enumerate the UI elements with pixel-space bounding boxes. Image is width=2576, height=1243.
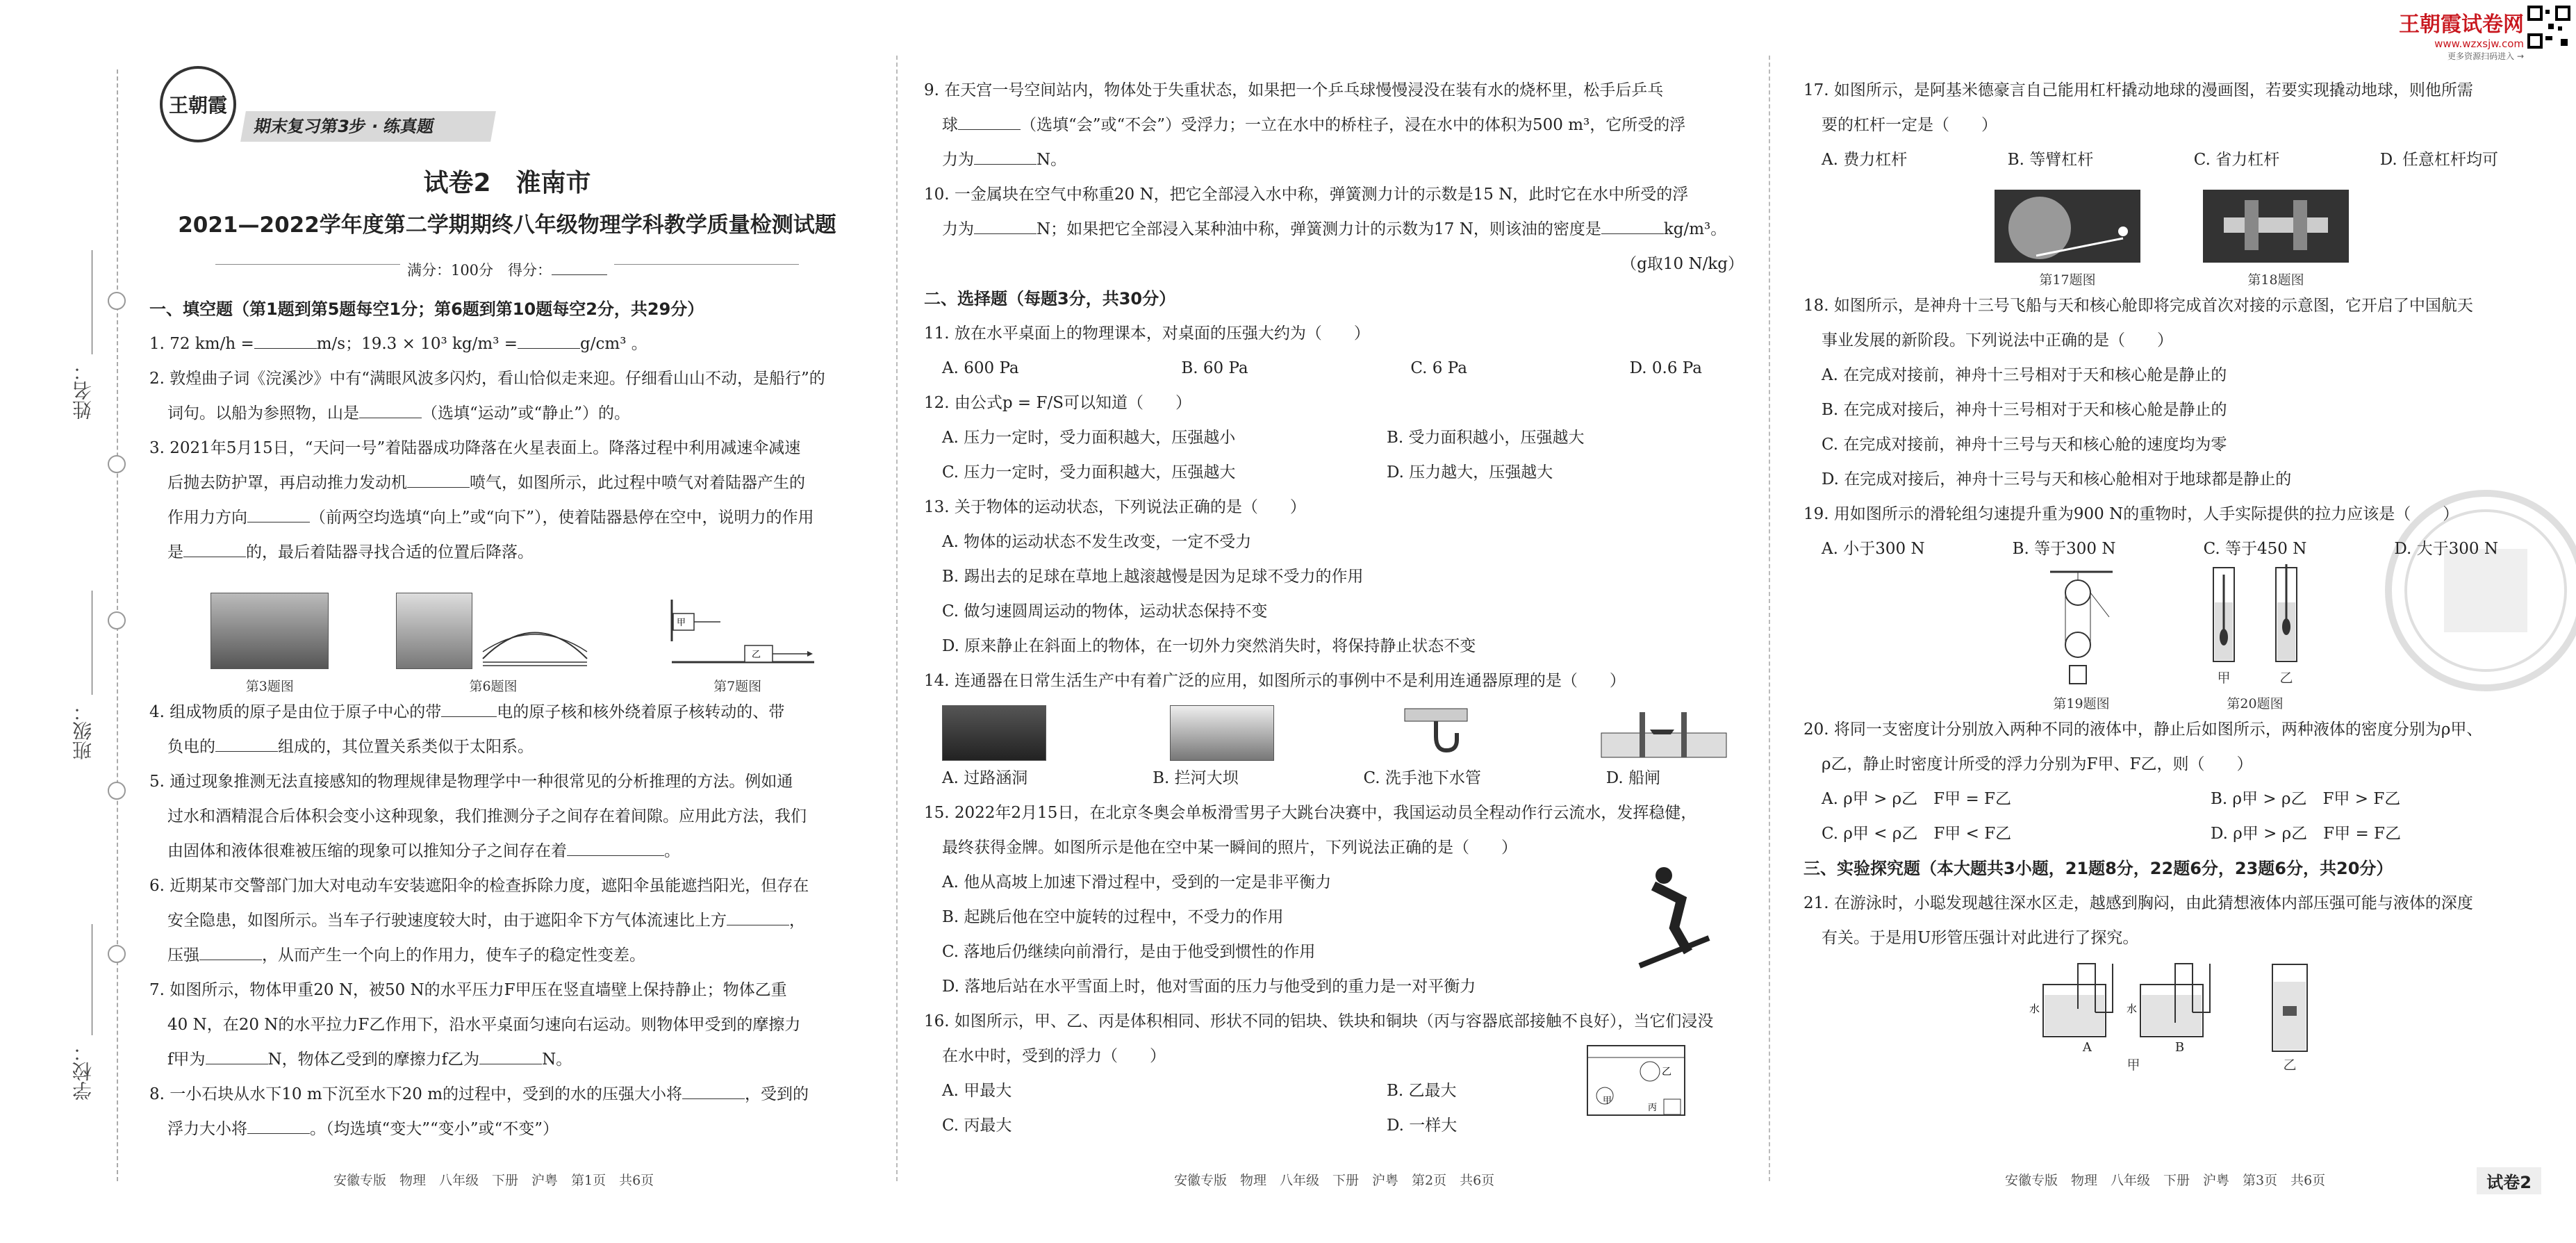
review-banner-text: 期末复习第3步 · 练真题 <box>252 117 436 136</box>
page1-content <box>149 292 879 1146</box>
corner-brand-tagline: 更多资源扫码进入 → <box>2447 51 2524 61</box>
binding-hole <box>108 455 126 473</box>
q8-blank-2[interactable] <box>247 1116 310 1134</box>
figure-21 <box>1803 955 2540 1073</box>
q16-option-c[interactable]: C. 丙最大 <box>942 1117 1012 1135</box>
hydrometer-cylinder-b <box>2272 561 2300 665</box>
buoyancy-container-diagram <box>1584 1042 1688 1119</box>
q9-blank-1[interactable] <box>958 112 1021 130</box>
q12-option-a[interactable]: A. 压力一定时，受力面积越大，压强越小 <box>942 429 1236 447</box>
q15-option-b[interactable]: B. 起跳后他在空中旋转的过程中，不受力的作用 <box>942 908 1284 926</box>
page-3 <box>1769 0 2576 1243</box>
pressure-gauge-setup <box>2029 957 2238 1073</box>
hydrometer-cylinder-a <box>2210 561 2238 665</box>
figure-18: 第18题图 <box>2203 190 2349 288</box>
q20-option-c[interactable]: C. ρ甲 < ρ乙 F甲 < F乙 <box>1822 825 2012 843</box>
q13-option-c[interactable]: C. 做匀速圆周运动的物体，运动状态保持不变 <box>942 602 1268 620</box>
q18-option-c[interactable]: C. 在完成对接前，神舟十三号与天和核心舱的速度均为零 <box>1822 436 2227 454</box>
question-6: 6. 近期某市交警部门加大对电动车安装遮阳伞的检查拆除力度，遮阳伞虽能遮挡阳光，但存在 安全隐患，如图所示。当车子行驶速度较大时，由于遮阳伞下方气体流速比上方 ， 压强 ，从而产生一个向上的作用力，使车子的稳定性变差。 <box>149 877 809 964</box>
q19-option-a[interactable]: A. 小于300 N <box>1822 540 1925 558</box>
question-19: 19. 用如图所示的滑轮组匀速提升重为900 N的重物时，人手实际提供的拉力应该是（ ） A. 小于300 N B. 等于300 N C. 等于450 N D. 大于300 N <box>1803 497 2540 566</box>
q16-option-d[interactable]: D. 一样大 <box>1387 1117 1458 1135</box>
depth-cylinder-setup <box>2265 957 2314 1073</box>
fig21-label-yi: 乙 <box>2283 1057 2297 1073</box>
lander-photo <box>210 593 329 669</box>
q4-blank-2[interactable] <box>215 734 278 752</box>
fig21-label-jia: 甲 <box>2127 1057 2140 1073</box>
page-1 <box>0 0 896 1243</box>
q17-option-b[interactable]: B. 等臂杠杆 <box>2007 151 2094 169</box>
dam-image <box>1170 705 1274 761</box>
score-line <box>215 264 799 286</box>
corner-brand <box>2399 7 2524 62</box>
question-9: 9. 在天宫一号空间站内，物体处于失重状态，如果把一个乒乓球慢慢浸没在装有水的烧杯里，松手后乒乓 球 （选填“会”或“不会”）受浮力；一立在水中的桥柱子，浸在水中的体积为500 m³，它所受的浮 力为 N。 <box>924 81 1686 169</box>
school-label: 学校： <box>72 1042 94 1101</box>
question-18: 18. 如图所示，是神舟十三号飞船与天和核心舱即将完成首次对接的示意图，它开启了中国航天 事业发展的新阶段。下列说法中正确的是（ ） A. 在完成对接前，神舟十三号相对于天和核心舱是静止的 B. 在完成对接后，神舟十三号相对于天和核心舱是静止的 C. 在完成对接前，神舟十三号与天和核心舱的速度均为零 D. 在完成对接后，神舟十三号与天和核心舱相对于地球都是静止的 <box>1803 288 2540 497</box>
q11-option-b[interactable]: B. 60 Pa <box>1181 359 1248 377</box>
question-10: 10. 一金属块在空气中称重20 N，把它全部浸入水中称，弹簧测力计的示数是15 N，此时它在水中所受的浮 力为 N；如果把它全部浸入某种油中称，弹簧测力计的示数为17 N，则该油的密度是 kg/m³。 （g取10 N/kg） <box>924 186 1744 273</box>
fig21-water-label-2: 水 <box>2127 1003 2138 1015</box>
figures-row-19-20 <box>1803 566 2540 712</box>
corner-brand-url[interactable]: www.wzxsjw.com <box>2434 38 2524 50</box>
q3-blank-2[interactable] <box>247 504 310 522</box>
q18-option-b[interactable]: B. 在完成对接后，神舟十三号相对于天和核心舱是静止的 <box>1822 401 2227 419</box>
fig21-label-b: B <box>2174 1040 2185 1055</box>
binding-hole <box>108 611 126 629</box>
q16-option-b[interactable]: B. 乙最大 <box>1387 1082 1457 1100</box>
q7-blank-1[interactable] <box>206 1046 268 1064</box>
review-banner <box>240 111 496 142</box>
q3-blank-3[interactable] <box>183 539 246 557</box>
culvert-image <box>942 705 1046 761</box>
figures-row-17-18 <box>1803 177 2540 288</box>
q15-option-c[interactable]: C. 落地后仍继续向前滑行，是由于他受到惯性的作用 <box>942 943 1316 961</box>
class-label: 班级： <box>72 702 94 760</box>
q15-option-d[interactable]: D. 落地后站在水平雪面上时，他对雪面的压力与他受到的重力是一对平衡力 <box>942 978 1476 996</box>
question-20: 20. 将同一支密度计分别放入两种不同的液体中，静止后如图所示，两种液体的密度分别为ρ甲、 ρ乙，静止时密度计所受的浮力分别为F甲、F乙，则（ ） A. ρ甲 > ρ乙 F甲 = F乙 B. ρ甲 > ρ乙 F甲 > F乙 C. ρ甲 < ρ乙 F甲 < F乙 D. ρ甲 > ρ乙 F甲 = F乙 <box>1803 712 2540 851</box>
q16-option-a[interactable]: A. 甲最大 <box>942 1082 1012 1100</box>
q13-option-d[interactable]: D. 原来静止在斜面上的物体，在一切外力突然消失时，将保持静止状态不变 <box>942 637 1476 655</box>
svg-text:乙: 乙 <box>1662 1067 1671 1078</box>
q15-option-a[interactable]: A. 他从高坡上加速下滑过程中，受到的一定是非平衡力 <box>942 873 1332 891</box>
q17-option-a[interactable]: A. 费力杠杆 <box>1822 151 1908 169</box>
corner-brand-site: 王朝霞试卷网 <box>2399 13 2524 37</box>
q20-option-b[interactable]: B. ρ甲 > ρ乙 F甲 > F乙 <box>2211 790 2401 808</box>
question-13: 13. 关于物体的运动状态，下列说法正确的是（ ） A. 物体的运动状态不发生改变，一定不受力 B. 踢出去的足球在草地上越滚越慢是因为足球不受力的作用 C. 做匀速圆周运动的物体，运动状态保持不变 D. 原来静止在斜面上的物体，在一切外力突然消失时，将保持静止状态不变 <box>924 490 1744 664</box>
depth-cylinder-diagram <box>2265 957 2314 1055</box>
exam-subtitle: 2021—2022学年度第二学期期终八年级物理学科教学质量检测试题 <box>178 213 836 238</box>
q2-blank[interactable] <box>359 400 422 418</box>
question-16: 16. 如图所示，甲、乙、丙是体积相同、形状不同的铝块、铁块和铜块（丙与容器底部接触不良好），当它们浸没 在水中时，受到的浮力（ ） A. 甲最大 B. 乙最大 C. 丙最大 D. 一样大 乙 甲 丙 <box>924 1004 1744 1143</box>
q6-blank-1[interactable] <box>727 907 789 925</box>
figures-row-1 <box>149 570 879 695</box>
binding-hole <box>108 945 126 963</box>
q14-option-c[interactable]: C. 洗手池下水管 <box>1363 769 1481 787</box>
score-line-text: 满分：100分 得分： <box>406 262 552 279</box>
q1-blank-1[interactable] <box>254 331 317 349</box>
question-7: 7. 如图所示，物体甲重20 N，被50 N的水平压力F甲压在竖直墙壁上保持静止；物体乙重 40 N，在20 N的水平拉力F乙作用下，沿水平桌面匀速向右运动。则物体甲受到的摩擦力 f甲为 N，物体乙受到的摩擦力f乙为 N。 <box>149 981 801 1069</box>
section-2-heading: 二、选择题（每题3分，共30分） <box>924 289 1176 308</box>
q11-option-c[interactable]: C. 6 Pa <box>1410 359 1467 377</box>
q18-option-a[interactable]: A. 在完成对接前，神舟十三号相对于天和核心舱是静止的 <box>1822 366 2227 384</box>
q20-option-a[interactable]: A. ρ甲 > ρ乙 F甲 = F乙 <box>1822 790 2011 808</box>
archimedes-lever-image <box>1995 190 2140 263</box>
q14-option-a[interactable]: A. 过路涵洞 <box>942 769 1028 787</box>
exam-title: 试卷2 淮南市 <box>423 169 591 197</box>
svg-text:乙: 乙 <box>751 650 761 660</box>
q14-option-d[interactable]: D. 船闸 <box>1605 769 1660 787</box>
page1-footer: 安徽专版 物理 八年级 下册 沪粤 第1页 共6页 <box>333 1173 654 1188</box>
page-2 <box>896 0 1769 1243</box>
question-4: 4. 组成物质的原子是由位于原子中心的带 电的原子核和核外绕着原子核转动的、带 负电的 组成的，其位置关系类似于太阳系。 <box>149 695 879 764</box>
airflow-diagram <box>479 593 591 669</box>
binding-hole <box>108 292 126 310</box>
qr-code-icon[interactable] <box>2527 6 2570 49</box>
q9-blank-2[interactable] <box>974 147 1037 165</box>
q13-option-b[interactable]: B. 踢出去的足球在草地上越滚越慢是因为足球不受力的作用 <box>942 568 1364 586</box>
ship-lock-image <box>1598 705 1730 761</box>
q5-blank[interactable] <box>567 838 664 856</box>
figure-3: 第3题图 <box>210 593 329 695</box>
figure-7: 甲 乙 第7题图 <box>658 593 818 695</box>
question-11: 11. 放在水平桌面上的物理课本，对桌面的压强大约为（ ） A. 600 Pa B. 60 Pa C. 6 Pa D. 0.6 Pa <box>924 316 1744 386</box>
q6-blank-2[interactable] <box>199 942 262 960</box>
paper-tag: 试卷2 <box>2477 1167 2541 1194</box>
scooter-umbrella-photo <box>396 593 472 669</box>
question-8: 8. 一小石块从水下10 m下沉至水下20 m的过程中，受到的水的压强大小将 ，受到的 浮力大小将 。（均选填“变大”“变小”或“不变”） <box>149 1077 879 1146</box>
question-14: 14. 连通器在日常生活生产中有着广泛的应用，如图所示的事例中不是利用连通器原理的是（ ） A. 过路涵洞 B. 拦河大坝 C. 洗手池下水管 D. 船闸 <box>924 664 1744 796</box>
question-2: 2. 敦煌曲子词《浣溪沙》中有“满眼风波多闪灼，看山恰似走来迎。仔细看山山不动，是船行”的 词句。以船为参照物，山是 （选填“运动”或“静止”）的。 <box>149 370 825 422</box>
svg-text:甲: 甲 <box>676 618 686 628</box>
q12-option-c[interactable]: C. 压力一定时，受力面积越大，压强越大 <box>942 463 1236 481</box>
q20-option-d[interactable]: D. ρ甲 > ρ乙 F甲 = F乙 <box>2211 825 2401 843</box>
q17-option-d[interactable]: D. 任意杠杆均可 <box>2379 151 2498 169</box>
sink-drain-image <box>1398 705 1474 761</box>
figure-19: 第19题图 <box>2043 568 2120 712</box>
score-blank[interactable] <box>552 257 607 275</box>
q13-option-a[interactable]: A. 物体的运动状态不发生改变，一定不受力 <box>942 533 1252 551</box>
section-1-heading: 一、填空题（第1题到第5题每空1分；第6题到第10题每空2分，共29分） <box>149 299 704 319</box>
q4-blank-1[interactable] <box>441 699 497 717</box>
question-17: 17. 如图所示，是阿基米德豪言自己能用杠杆撬动地球的漫画图，若要实现撬动地球，则他所需 要的杠杆一定是（ ） A. 费力杠杆 B. 等臂杠杆 C. 省力杠杆 D. 任意杠杆均可 <box>1803 73 2540 177</box>
q19-option-c[interactable]: C. 等于450 N <box>2203 540 2307 558</box>
page2-footer: 安徽专版 物理 八年级 下册 沪粤 第2页 共6页 <box>1174 1173 1495 1188</box>
page3-content <box>1803 73 2540 1073</box>
question-21: 21. 在游泳时，小聪发现越往深水区走，越感到胸闷，由此猜想液体内部压强可能与液体的深度 有关。于是用U形管压强计对此进行了探究。 <box>1803 894 2473 947</box>
q8-blank-1[interactable] <box>682 1081 745 1099</box>
q10-blank-1[interactable] <box>974 216 1037 234</box>
svg-text:甲: 甲 <box>1603 1096 1612 1106</box>
pulley-system-diagram <box>2043 568 2120 686</box>
brand-logo-text: 王朝霞 <box>168 94 227 117</box>
q11-option-a[interactable]: A. 600 Pa <box>942 359 1019 377</box>
q1-blank-2[interactable] <box>518 331 580 349</box>
binding-margin <box>0 0 160 1243</box>
question-15: 15. 2022年2月15日，在北京冬奥会单板滑雪男子大跳台决赛中，我国运动员全程动作行云流水，发挥稳健， 最终获得金牌。如图所示是他在空中某一瞬间的照片，下列说法正确的是（ ） A. 他从高坡上加速下滑过程中，受到的一定是非平衡力 B. 起跳后他在空中旋转的过程中，不受力的作用 C. 落地后仍继续向前滑行，是由于他受到惯性的作用 D. 落地后站在水平雪面上时，他对雪面的压力与他受到的重力是一对平衡力 <box>924 796 1744 1004</box>
spacecraft-docking-image <box>2203 190 2349 263</box>
page3-footer: 安徽专版 物理 八年级 下册 沪粤 第3页 共6页 <box>2005 1173 2326 1188</box>
figure-6: 第6题图 <box>396 593 591 695</box>
question-1: 1. 72 km/h = m/s；19.3 × 10³ kg/m³ = g/cm³ 。 <box>149 327 879 361</box>
question-3: 3. 2021年5月15日，“天问一号”着陆器成功降落在火星表面上。降落过程中利用减速伞减速 后抛去防护罩，再启动推力发动机 喷气，如图所示，此过程中喷气对着陆器产生的 作用力方向 （前两空均选填“向上”或“向下”），使着陆器悬停在空中，说明力的作用 是 的，最后着陆器寻找合适的位置后降落。 <box>149 439 814 561</box>
brand-logo <box>160 66 236 142</box>
q17-option-c[interactable]: C. 省力杠杆 <box>2193 151 2280 169</box>
fig21-water-label: 水 <box>2029 1003 2040 1015</box>
question-12: 12. 由公式p = F/S可以知道（ ） A. 压力一定时，受力面积越大，压强越小 B. 受力面积越小，压强越大 C. 压力一定时，受力面积越大，压强越大 D. 压力越大，压强越大 <box>924 386 1744 490</box>
friction-diagram <box>658 593 818 669</box>
page2-content <box>924 73 1744 1143</box>
q14-option-b[interactable]: B. 拦河大坝 <box>1153 769 1239 787</box>
binding-hole <box>108 782 126 800</box>
q14-figures <box>924 698 1744 761</box>
question-5: 5. 通过现象推测无法直接感知的物理规律是物理学中一种很常见的分析推理的方法。例如通 过水和酒精混合后体积会变小这种现象，我们推测分子之间存在着间隙。应用此方法，我们 由固体和液体很难被压缩的现象可以推知分子之间存在着 。 <box>149 773 807 860</box>
q12-option-d[interactable]: D. 压力越大，压强越大 <box>1387 463 1553 481</box>
name-label: 姓名： <box>72 361 94 420</box>
section-3-heading: 三、实验探究题（本大题共3小题，21题8分，22题6分，23题6分，共20分） <box>1803 859 2393 878</box>
q10-blank-2[interactable] <box>1601 216 1664 234</box>
q19-option-d[interactable]: D. 大于300 N <box>2394 540 2498 558</box>
snowboarder-image <box>1633 862 1716 980</box>
u-tube-manometer-diagram <box>2029 957 2238 1040</box>
fig21-label-a: A <box>2082 1040 2092 1055</box>
q18-option-d[interactable]: D. 在完成对接后，神舟十三号与天和核心舱相对于地球都是静止的 <box>1822 470 2292 488</box>
figure-20: 甲 乙 第20题图 <box>2210 561 2300 712</box>
q3-blank-1[interactable] <box>407 470 470 488</box>
svg-text:丙: 丙 <box>1648 1103 1658 1113</box>
q11-option-d[interactable]: D. 0.6 Pa <box>1629 359 1702 377</box>
figure-17: 第17题图 <box>1995 190 2140 288</box>
q7-blank-2[interactable] <box>479 1046 542 1064</box>
q12-option-b[interactable]: B. 受力面积越小，压强越大 <box>1387 429 1585 447</box>
q19-option-b[interactable]: B. 等于300 N <box>2012 540 2116 558</box>
